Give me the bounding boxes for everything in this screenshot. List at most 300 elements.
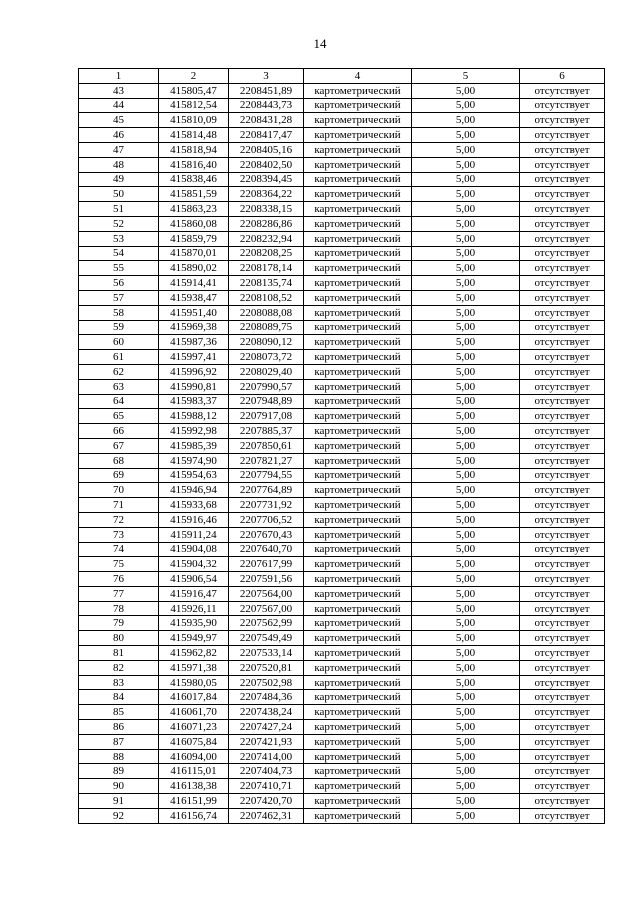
table-row xyxy=(79,572,605,587)
accuracy-cell: 5,00 xyxy=(412,483,520,498)
y-coordinate-cell: 2208451,89 xyxy=(229,83,304,98)
y-coordinate-cell: 2207885,37 xyxy=(229,424,304,439)
point-number-cell: 82 xyxy=(79,660,159,675)
y-coordinate-cell: 2207591,56 xyxy=(229,572,304,587)
method-cell: картометрический xyxy=(304,394,412,409)
table-row xyxy=(79,305,605,320)
table-row xyxy=(79,98,605,113)
point-number-cell: 56 xyxy=(79,276,159,291)
accuracy-cell: 5,00 xyxy=(412,187,520,202)
y-coordinate-cell: 2208135,74 xyxy=(229,276,304,291)
description-cell: отсутствует xyxy=(520,424,605,439)
accuracy-cell: 5,00 xyxy=(412,172,520,187)
accuracy-cell: 5,00 xyxy=(412,779,520,794)
description-cell: отсутствует xyxy=(520,705,605,720)
point-number-cell: 85 xyxy=(79,705,159,720)
y-coordinate-cell: 2207414,00 xyxy=(229,749,304,764)
y-coordinate-cell: 2207948,89 xyxy=(229,394,304,409)
point-number-cell: 68 xyxy=(79,453,159,468)
description-cell: отсутствует xyxy=(520,572,605,587)
x-coordinate-cell: 415951,40 xyxy=(159,305,229,320)
page-number: 14 xyxy=(313,36,327,51)
y-coordinate-cell: 2208088,08 xyxy=(229,305,304,320)
x-coordinate-cell: 416075,84 xyxy=(159,734,229,749)
accuracy-cell: 5,00 xyxy=(412,364,520,379)
point-number-cell: 89 xyxy=(79,764,159,779)
point-number-cell: 63 xyxy=(79,379,159,394)
x-coordinate-cell: 415926,11 xyxy=(159,601,229,616)
x-coordinate-cell: 415987,36 xyxy=(159,335,229,350)
table-row xyxy=(79,616,605,631)
method-cell: картометрический xyxy=(304,128,412,143)
description-cell: отсутствует xyxy=(520,83,605,98)
method-cell: картометрический xyxy=(304,660,412,675)
point-number-cell: 47 xyxy=(79,142,159,157)
table-row xyxy=(79,512,605,527)
table-row xyxy=(79,320,605,335)
table-row xyxy=(79,498,605,513)
table-row xyxy=(79,83,605,98)
y-coordinate-cell: 2207502,98 xyxy=(229,675,304,690)
point-number-cell: 73 xyxy=(79,527,159,542)
accuracy-cell: 5,00 xyxy=(412,261,520,276)
accuracy-cell: 5,00 xyxy=(412,83,520,98)
table-row xyxy=(79,631,605,646)
y-coordinate-cell: 2207670,43 xyxy=(229,527,304,542)
method-cell: картометрический xyxy=(304,172,412,187)
point-number-cell: 65 xyxy=(79,409,159,424)
y-coordinate-cell: 2208029,40 xyxy=(229,364,304,379)
description-cell: отсутствует xyxy=(520,142,605,157)
x-coordinate-cell: 416115,01 xyxy=(159,764,229,779)
point-number-cell: 72 xyxy=(79,512,159,527)
table-row xyxy=(79,231,605,246)
accuracy-cell: 5,00 xyxy=(412,601,520,616)
method-cell: картометрический xyxy=(304,216,412,231)
x-coordinate-cell: 416151,99 xyxy=(159,794,229,809)
x-coordinate-cell: 416094,00 xyxy=(159,749,229,764)
method-cell: картометрический xyxy=(304,335,412,350)
y-coordinate-cell: 2208338,15 xyxy=(229,202,304,217)
method-cell: картометрический xyxy=(304,527,412,542)
point-number-cell: 44 xyxy=(79,98,159,113)
method-cell: картометрический xyxy=(304,616,412,631)
point-number-cell: 52 xyxy=(79,216,159,231)
method-cell: картометрический xyxy=(304,794,412,809)
table-row xyxy=(79,557,605,572)
description-cell: отсутствует xyxy=(520,216,605,231)
table-row xyxy=(79,409,605,424)
x-coordinate-cell: 415988,12 xyxy=(159,409,229,424)
point-number-cell: 49 xyxy=(79,172,159,187)
column-header: 4 xyxy=(304,69,412,84)
table-row xyxy=(79,734,605,749)
description-cell: отсутствует xyxy=(520,172,605,187)
point-number-cell: 83 xyxy=(79,675,159,690)
table-row xyxy=(79,379,605,394)
point-number-cell: 87 xyxy=(79,734,159,749)
description-cell: отсутствует xyxy=(520,350,605,365)
description-cell: отсутствует xyxy=(520,438,605,453)
description-cell: отсутствует xyxy=(520,557,605,572)
description-cell: отсутствует xyxy=(520,98,605,113)
description-cell: отсутствует xyxy=(520,720,605,735)
description-cell: отсутствует xyxy=(520,779,605,794)
y-coordinate-cell: 2208364,22 xyxy=(229,187,304,202)
table-row xyxy=(79,350,605,365)
x-coordinate-cell: 415983,37 xyxy=(159,394,229,409)
table-row xyxy=(79,794,605,809)
y-coordinate-cell: 2207764,89 xyxy=(229,483,304,498)
y-coordinate-cell: 2207462,31 xyxy=(229,808,304,823)
y-coordinate-cell: 2208394,45 xyxy=(229,172,304,187)
y-coordinate-cell: 2207549,49 xyxy=(229,631,304,646)
x-coordinate-cell: 415996,92 xyxy=(159,364,229,379)
table-row xyxy=(79,202,605,217)
x-coordinate-cell: 416156,74 xyxy=(159,808,229,823)
point-number-cell: 91 xyxy=(79,794,159,809)
y-coordinate-cell: 2208402,50 xyxy=(229,157,304,172)
x-coordinate-cell: 415954,63 xyxy=(159,468,229,483)
x-coordinate-cell: 415805,47 xyxy=(159,83,229,98)
method-cell: картометрический xyxy=(304,424,412,439)
table-row xyxy=(79,290,605,305)
x-coordinate-cell: 415890,02 xyxy=(159,261,229,276)
method-cell: картометрический xyxy=(304,512,412,527)
description-cell: отсутствует xyxy=(520,794,605,809)
y-coordinate-cell: 2208431,28 xyxy=(229,113,304,128)
x-coordinate-cell: 415860,08 xyxy=(159,216,229,231)
accuracy-cell: 5,00 xyxy=(412,335,520,350)
accuracy-cell: 5,00 xyxy=(412,705,520,720)
table-row xyxy=(79,364,605,379)
method-cell: картометрический xyxy=(304,646,412,661)
column-header: 3 xyxy=(229,69,304,84)
y-coordinate-cell: 2207564,00 xyxy=(229,586,304,601)
column-header: 2 xyxy=(159,69,229,84)
method-cell: картометрический xyxy=(304,631,412,646)
method-cell: картометрический xyxy=(304,453,412,468)
description-cell: отсутствует xyxy=(520,468,605,483)
table-row xyxy=(79,808,605,823)
y-coordinate-cell: 2207567,00 xyxy=(229,601,304,616)
x-coordinate-cell: 415904,08 xyxy=(159,542,229,557)
method-cell: картометрический xyxy=(304,705,412,720)
accuracy-cell: 5,00 xyxy=(412,394,520,409)
point-number-cell: 84 xyxy=(79,690,159,705)
x-coordinate-cell: 415906,54 xyxy=(159,572,229,587)
y-coordinate-cell: 2208208,25 xyxy=(229,246,304,261)
table-row xyxy=(79,675,605,690)
description-cell: отсутствует xyxy=(520,453,605,468)
y-coordinate-cell: 2208286,86 xyxy=(229,216,304,231)
table-row xyxy=(79,690,605,705)
y-coordinate-cell: 2207427,24 xyxy=(229,720,304,735)
point-number-cell: 88 xyxy=(79,749,159,764)
accuracy-cell: 5,00 xyxy=(412,379,520,394)
x-coordinate-cell: 415911,24 xyxy=(159,527,229,542)
y-coordinate-cell: 2207850,61 xyxy=(229,438,304,453)
y-coordinate-cell: 2207533,14 xyxy=(229,646,304,661)
column-header: 6 xyxy=(520,69,605,84)
point-number-cell: 43 xyxy=(79,83,159,98)
x-coordinate-cell: 415904,32 xyxy=(159,557,229,572)
accuracy-cell: 5,00 xyxy=(412,409,520,424)
description-cell: отсутствует xyxy=(520,808,605,823)
x-coordinate-cell: 415812,54 xyxy=(159,98,229,113)
description-cell: отсутствует xyxy=(520,379,605,394)
point-number-cell: 48 xyxy=(79,157,159,172)
x-coordinate-cell: 415935,90 xyxy=(159,616,229,631)
y-coordinate-cell: 2207640,70 xyxy=(229,542,304,557)
accuracy-cell: 5,00 xyxy=(412,216,520,231)
table-row xyxy=(79,542,605,557)
point-number-cell: 61 xyxy=(79,350,159,365)
accuracy-cell: 5,00 xyxy=(412,290,520,305)
description-cell: отсутствует xyxy=(520,202,605,217)
table-row xyxy=(79,586,605,601)
description-cell: отсутствует xyxy=(520,527,605,542)
accuracy-cell: 5,00 xyxy=(412,424,520,439)
table-row xyxy=(79,468,605,483)
method-cell: картометрический xyxy=(304,98,412,113)
x-coordinate-cell: 415985,39 xyxy=(159,438,229,453)
accuracy-cell: 5,00 xyxy=(412,350,520,365)
accuracy-cell: 5,00 xyxy=(412,749,520,764)
y-coordinate-cell: 2207794,55 xyxy=(229,468,304,483)
point-number-cell: 57 xyxy=(79,290,159,305)
method-cell: картометрический xyxy=(304,202,412,217)
method-cell: картометрический xyxy=(304,290,412,305)
table-row xyxy=(79,394,605,409)
table-row xyxy=(79,128,605,143)
point-number-cell: 45 xyxy=(79,113,159,128)
method-cell: картометрический xyxy=(304,187,412,202)
table-row xyxy=(79,601,605,616)
method-cell: картометрический xyxy=(304,572,412,587)
accuracy-cell: 5,00 xyxy=(412,660,520,675)
method-cell: картометрический xyxy=(304,557,412,572)
x-coordinate-cell: 415838,46 xyxy=(159,172,229,187)
table-row xyxy=(79,142,605,157)
description-cell: отсутствует xyxy=(520,320,605,335)
y-coordinate-cell: 2208108,52 xyxy=(229,290,304,305)
description-cell: отсутствует xyxy=(520,483,605,498)
description-cell: отсутствует xyxy=(520,113,605,128)
description-cell: отсутствует xyxy=(520,394,605,409)
point-number-cell: 50 xyxy=(79,187,159,202)
y-coordinate-cell: 2208090,12 xyxy=(229,335,304,350)
point-number-cell: 54 xyxy=(79,246,159,261)
column-header: 5 xyxy=(412,69,520,84)
method-cell: картометрический xyxy=(304,498,412,513)
x-coordinate-cell: 415992,98 xyxy=(159,424,229,439)
accuracy-cell: 5,00 xyxy=(412,764,520,779)
accuracy-cell: 5,00 xyxy=(412,572,520,587)
method-cell: картометрический xyxy=(304,764,412,779)
method-cell: картометрический xyxy=(304,261,412,276)
table-row xyxy=(79,749,605,764)
y-coordinate-cell: 2207917,08 xyxy=(229,409,304,424)
accuracy-cell: 5,00 xyxy=(412,202,520,217)
y-coordinate-cell: 2207404,73 xyxy=(229,764,304,779)
table-row xyxy=(79,424,605,439)
accuracy-cell: 5,00 xyxy=(412,453,520,468)
description-cell: отсутствует xyxy=(520,734,605,749)
y-coordinate-cell: 2208073,72 xyxy=(229,350,304,365)
table-row xyxy=(79,705,605,720)
accuracy-cell: 5,00 xyxy=(412,690,520,705)
x-coordinate-cell: 415997,41 xyxy=(159,350,229,365)
x-coordinate-cell: 415816,40 xyxy=(159,157,229,172)
point-number-cell: 76 xyxy=(79,572,159,587)
point-number-cell: 79 xyxy=(79,616,159,631)
x-coordinate-cell: 415949,97 xyxy=(159,631,229,646)
y-coordinate-cell: 2207421,93 xyxy=(229,734,304,749)
method-cell: картометрический xyxy=(304,246,412,261)
description-cell: отсутствует xyxy=(520,646,605,661)
description-cell: отсутствует xyxy=(520,128,605,143)
table-row xyxy=(79,660,605,675)
x-coordinate-cell: 415870,01 xyxy=(159,246,229,261)
y-coordinate-cell: 2207420,70 xyxy=(229,794,304,809)
point-number-cell: 59 xyxy=(79,320,159,335)
description-cell: отсутствует xyxy=(520,675,605,690)
x-coordinate-cell: 416071,23 xyxy=(159,720,229,735)
x-coordinate-cell: 415980,05 xyxy=(159,675,229,690)
table-row xyxy=(79,483,605,498)
point-number-cell: 46 xyxy=(79,128,159,143)
accuracy-cell: 5,00 xyxy=(412,128,520,143)
accuracy-cell: 5,00 xyxy=(412,720,520,735)
table-row xyxy=(79,216,605,231)
x-coordinate-cell: 415990,81 xyxy=(159,379,229,394)
description-cell: отсутствует xyxy=(520,290,605,305)
point-number-cell: 77 xyxy=(79,586,159,601)
y-coordinate-cell: 2207438,24 xyxy=(229,705,304,720)
method-cell: картометрический xyxy=(304,438,412,453)
method-cell: картометрический xyxy=(304,379,412,394)
accuracy-cell: 5,00 xyxy=(412,320,520,335)
description-cell: отсутствует xyxy=(520,231,605,246)
y-coordinate-cell: 2207562,99 xyxy=(229,616,304,631)
description-cell: отсутствует xyxy=(520,749,605,764)
y-coordinate-cell: 2207410,71 xyxy=(229,779,304,794)
table-body xyxy=(79,83,605,823)
x-coordinate-cell: 415969,38 xyxy=(159,320,229,335)
accuracy-cell: 5,00 xyxy=(412,512,520,527)
method-cell: картометрический xyxy=(304,83,412,98)
x-coordinate-cell: 415814,48 xyxy=(159,128,229,143)
method-cell: картометрический xyxy=(304,779,412,794)
table-row xyxy=(79,527,605,542)
x-coordinate-cell: 415974,90 xyxy=(159,453,229,468)
accuracy-cell: 5,00 xyxy=(412,646,520,661)
description-cell: отсутствует xyxy=(520,409,605,424)
x-coordinate-cell: 415810,09 xyxy=(159,113,229,128)
description-cell: отсутствует xyxy=(520,261,605,276)
accuracy-cell: 5,00 xyxy=(412,157,520,172)
method-cell: картометрический xyxy=(304,113,412,128)
method-cell: картометрический xyxy=(304,749,412,764)
x-coordinate-cell: 416138,38 xyxy=(159,779,229,794)
point-number-cell: 58 xyxy=(79,305,159,320)
method-cell: картометрический xyxy=(304,276,412,291)
x-coordinate-cell: 415933,68 xyxy=(159,498,229,513)
table-row xyxy=(79,261,605,276)
method-cell: картометрический xyxy=(304,364,412,379)
description-cell: отсутствует xyxy=(520,542,605,557)
point-number-cell: 51 xyxy=(79,202,159,217)
x-coordinate-cell: 415851,59 xyxy=(159,187,229,202)
table-row xyxy=(79,453,605,468)
x-coordinate-cell: 415971,38 xyxy=(159,660,229,675)
point-number-cell: 66 xyxy=(79,424,159,439)
point-number-cell: 69 xyxy=(79,468,159,483)
y-coordinate-cell: 2207520,81 xyxy=(229,660,304,675)
accuracy-cell: 5,00 xyxy=(412,616,520,631)
x-coordinate-cell: 415914,41 xyxy=(159,276,229,291)
table-row xyxy=(79,646,605,661)
point-number-cell: 86 xyxy=(79,720,159,735)
accuracy-cell: 5,00 xyxy=(412,468,520,483)
table-row xyxy=(79,172,605,187)
y-coordinate-cell: 2207731,92 xyxy=(229,498,304,513)
x-coordinate-cell: 415859,79 xyxy=(159,231,229,246)
point-number-cell: 53 xyxy=(79,231,159,246)
point-number-cell: 92 xyxy=(79,808,159,823)
point-number-cell: 81 xyxy=(79,646,159,661)
accuracy-cell: 5,00 xyxy=(412,498,520,513)
method-cell: картометрический xyxy=(304,734,412,749)
accuracy-cell: 5,00 xyxy=(412,794,520,809)
accuracy-cell: 5,00 xyxy=(412,586,520,601)
accuracy-cell: 5,00 xyxy=(412,246,520,261)
method-cell: картометрический xyxy=(304,483,412,498)
point-number-cell: 80 xyxy=(79,631,159,646)
method-cell: картометрический xyxy=(304,601,412,616)
coordinates-table xyxy=(78,68,605,824)
accuracy-cell: 5,00 xyxy=(412,142,520,157)
y-coordinate-cell: 2208232,94 xyxy=(229,231,304,246)
x-coordinate-cell: 416061,70 xyxy=(159,705,229,720)
x-coordinate-cell: 416017,84 xyxy=(159,690,229,705)
accuracy-cell: 5,00 xyxy=(412,113,520,128)
point-number-cell: 75 xyxy=(79,557,159,572)
description-cell: отсутствует xyxy=(520,187,605,202)
x-coordinate-cell: 415946,94 xyxy=(159,483,229,498)
method-cell: картометрический xyxy=(304,350,412,365)
y-coordinate-cell: 2208089,75 xyxy=(229,320,304,335)
table-row xyxy=(79,187,605,202)
method-cell: картометрический xyxy=(304,320,412,335)
x-coordinate-cell: 415938,47 xyxy=(159,290,229,305)
table-row xyxy=(79,113,605,128)
accuracy-cell: 5,00 xyxy=(412,631,520,646)
point-number-cell: 67 xyxy=(79,438,159,453)
method-cell: картометрический xyxy=(304,720,412,735)
table-row xyxy=(79,246,605,261)
table-row xyxy=(79,276,605,291)
description-cell: отсутствует xyxy=(520,512,605,527)
table-row xyxy=(79,779,605,794)
method-cell: картометрический xyxy=(304,468,412,483)
table-row xyxy=(79,720,605,735)
accuracy-cell: 5,00 xyxy=(412,808,520,823)
y-coordinate-cell: 2208417,47 xyxy=(229,128,304,143)
description-cell: отсутствует xyxy=(520,616,605,631)
x-coordinate-cell: 415962,82 xyxy=(159,646,229,661)
